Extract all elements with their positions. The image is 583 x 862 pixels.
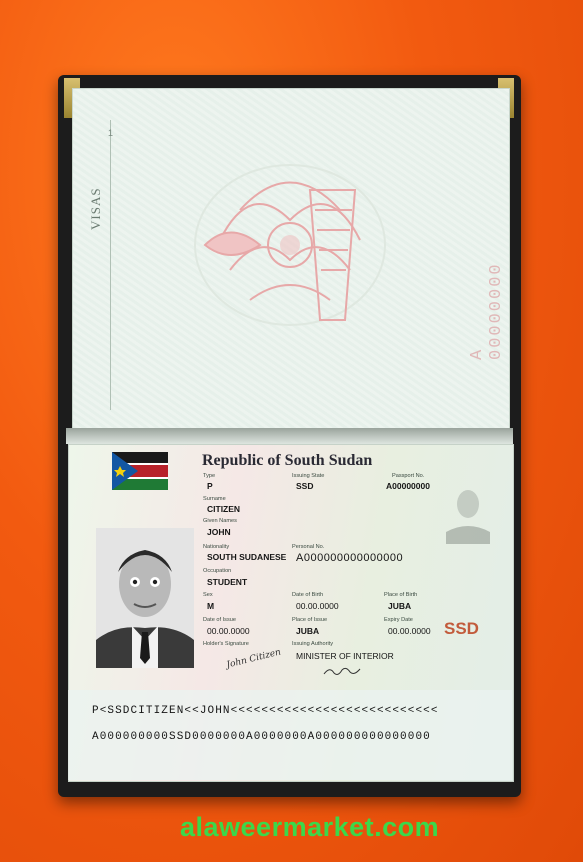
date-of-birth-value: 00.00.0000 xyxy=(296,601,339,611)
sex-value: M xyxy=(207,601,215,611)
holder-photo xyxy=(96,528,194,668)
surname-value: CITIZEN xyxy=(207,504,241,514)
type-label: Type xyxy=(203,473,216,479)
place-of-birth-value: JUBA xyxy=(388,601,412,611)
type-value: P xyxy=(207,481,213,491)
given-names-label: Given Names xyxy=(203,518,237,524)
personal-no-value: A000000000000000 xyxy=(296,552,404,564)
nationality-value: SOUTH SUDANESE xyxy=(207,552,287,562)
ghost-photo xyxy=(446,484,490,544)
visas-heading: VISAS xyxy=(88,187,103,230)
page-number: 1 xyxy=(108,128,114,138)
personal-no-label: Personal No. xyxy=(292,544,325,550)
nationality-label: Nationality xyxy=(203,544,230,550)
passport-no-label: Passport No. xyxy=(392,473,425,479)
south-sudan-flag xyxy=(112,452,168,490)
occupation-value: STUDENT xyxy=(207,577,248,587)
passport-no-value: A00000000 xyxy=(386,481,430,491)
issuing-state-label: Issuing State xyxy=(292,473,325,479)
website-watermark: alaweermarket.com xyxy=(180,812,440,842)
surname-label: Surname xyxy=(203,496,226,502)
date-of-issue-label: Date of Issue xyxy=(203,617,236,623)
issuing-state-value: SSD xyxy=(296,481,314,491)
issuing-authority-value: MINISTER OF INTERIOR xyxy=(296,651,394,661)
ssd-code-mark: SSD xyxy=(444,619,479,638)
coat-of-arms-emblem xyxy=(180,150,400,350)
visas-rule xyxy=(108,120,114,410)
mrz-line-1: P<SSDCITIZEN<<JOHN<<<<<<<<<<<<<<<<<<<<<<<<<<< xyxy=(92,705,439,717)
page-serial: A 00000000 xyxy=(468,262,506,360)
sex-label: Sex xyxy=(203,592,213,598)
holder-signature: John Citizen xyxy=(225,647,282,671)
issuing-authority-label: Issuing Authority xyxy=(292,641,334,647)
date-of-birth-label: Date of Birth xyxy=(292,592,324,598)
page-fold xyxy=(66,428,513,444)
holder-signature-label: Holder's Signature xyxy=(203,641,249,647)
place-of-issue-value: JUBA xyxy=(296,626,320,636)
authority-signature xyxy=(322,664,362,678)
mrz-line-2: A000000000SSD0000000A0000000A000000000000000 xyxy=(92,731,431,743)
expiry-date-value: 00.00.0000 xyxy=(388,626,431,636)
expiry-date-label: Expiry Date xyxy=(384,617,413,623)
occupation-label: Occupation xyxy=(203,568,232,574)
given-names-value: JOHN xyxy=(207,527,231,537)
place-of-birth-label: Place of Birth xyxy=(384,592,418,598)
date-of-issue-value: 00.00.0000 xyxy=(207,626,250,636)
place-of-issue-label: Place of Issue xyxy=(292,617,328,623)
country-title: Republic of South Sudan xyxy=(202,452,373,469)
